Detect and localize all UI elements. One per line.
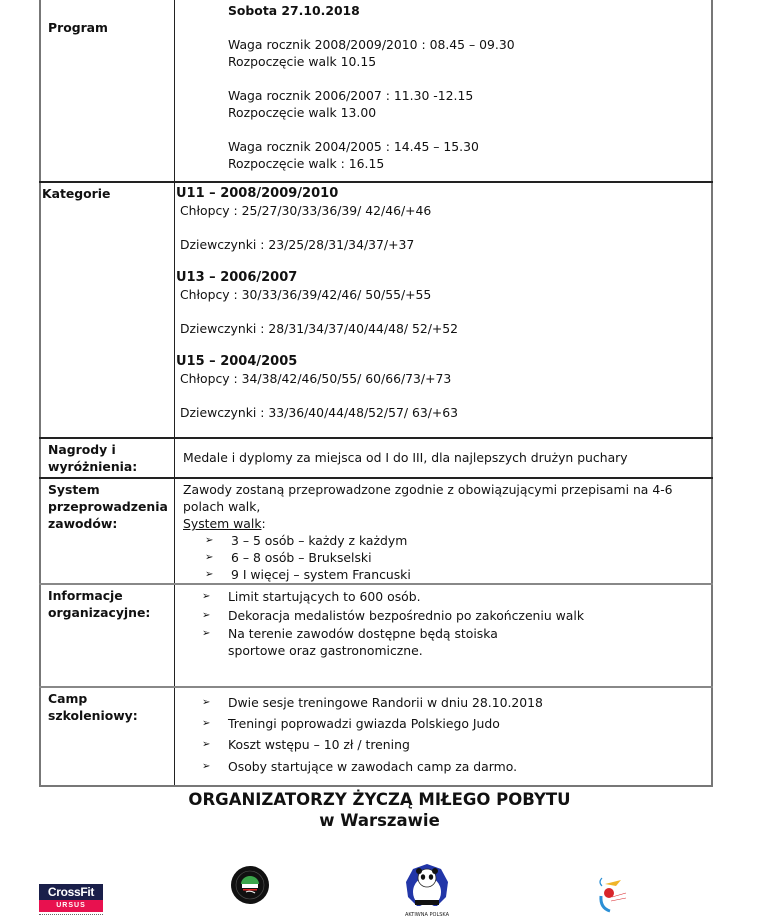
list-item: ➢ Limit startujących to 600 osób. <box>202 589 421 604</box>
crossfit-logo-bottom: URSUS <box>39 900 103 912</box>
category-group-title: U15 – 2004/2005 <box>176 354 298 369</box>
list-item: ➢ Koszt wstępu – 10 zł / trening <box>202 737 410 752</box>
arrow-bullet-icon: ➢ <box>205 569 214 580</box>
arrow-bullet-icon: ➢ <box>202 761 211 772</box>
fight-start-time: Rozpoczęcie walk 13.00 <box>228 105 377 120</box>
row-info <box>40 584 712 687</box>
closing-message <box>0 789 759 831</box>
label-program: Program <box>48 20 108 35</box>
fight-start-time: Rozpoczęcie walk 10.15 <box>228 54 377 69</box>
row-system <box>40 478 712 584</box>
arrow-bullet-icon: ➢ <box>202 610 211 621</box>
program-block <box>228 87 711 121</box>
girls-weights: Dziewczynki : 28/31/34/37/40/44/48/ 52/+52 <box>180 321 459 336</box>
weigh-in-time: Waga rocznik 2008/2009/2010 : 08.45 – 09.30 <box>228 37 515 52</box>
list-item: ➢ Osoby startujące w zawodach camp za darmo. <box>202 759 518 774</box>
panda-judo-icon <box>402 862 452 918</box>
system-list <box>175 532 711 583</box>
program-block <box>228 138 711 172</box>
arrow-bullet-icon: ➢ <box>202 718 211 729</box>
list-item: ➢ Dekoracja medalistów bezpośrednio po zakończeniu walk <box>202 608 584 623</box>
arrow-bullet-icon: ➢ <box>205 552 214 563</box>
weigh-in-time: Waga rocznik 2006/2007 : 11.30 -12.15 <box>228 88 474 103</box>
fight-start-time: Rozpoczęcie walk : 16.15 <box>228 156 385 171</box>
arrow-bullet-icon: ➢ <box>202 697 211 708</box>
label-info-2: organizacyjne: <box>48 605 151 620</box>
label-system-2: przeprowadzenia <box>48 499 168 514</box>
label-awards-1: Nagrody i <box>48 442 116 457</box>
category-group-title: U13 – 2006/2007 <box>176 270 298 285</box>
row-camp <box>40 687 712 786</box>
closing-line-1: ORGANIZATORZY ŻYCZĄ MIŁEGO POBYTU <box>188 790 571 809</box>
info-list <box>175 585 711 686</box>
list-item: ➢ Treningi poprowadzi gwiazda Polskiego Judo <box>202 716 500 731</box>
arrow-bullet-icon: ➢ <box>202 628 211 639</box>
label-categories: Kategorie <box>42 186 111 201</box>
info-table <box>39 0 713 787</box>
system-intro: Zawody zostaną przeprowadzone zgodnie z obowiązującymi przepisami na 4-6 polach walk, <box>183 482 673 514</box>
label-awards-2: wyróżnienia: <box>48 459 138 474</box>
list-item: ➢ Dwie sesje treningowe Randorii w dniu 28.10.2018 <box>202 695 543 710</box>
girls-weights: Dziewczynki : 33/36/40/44/48/52/57/ 63/+63 <box>180 405 459 420</box>
awards-text: Medale i dyplomy za miejsca od I do III, dla najlepszych drużyn puchary <box>183 450 628 465</box>
club-badge-icon <box>230 865 270 905</box>
program-day: Sobota 27.10.2018 <box>228 3 360 18</box>
list-item: ➢ 3 – 5 osób – każdy z każdym <box>205 533 408 548</box>
row-program <box>40 0 712 182</box>
list-item: ➢ 9 I więcej – system Francuski <box>205 567 411 582</box>
crossfit-logo-top: CrossFit <box>39 884 103 900</box>
label-system-1: System <box>48 482 100 497</box>
category-group-title: U11 – 2008/2009/2010 <box>176 186 339 201</box>
arrow-bullet-icon: ➢ <box>202 591 211 602</box>
boys-weights: Chłopcy : 34/38/42/46/50/55/ 60/66/73/+73 <box>180 371 452 386</box>
camp-list <box>175 688 711 785</box>
closing-line-2: w Warszawie <box>319 811 440 830</box>
label-camp-1: Camp <box>48 691 88 706</box>
boys-weights: Chłopcy : 30/33/36/39/42/46/ 50/55/+55 <box>180 287 432 302</box>
crossfit-ursus-logo <box>39 884 103 918</box>
label-camp-2: szkoleniowy: <box>48 708 138 723</box>
city-sport-logo-icon <box>596 872 628 914</box>
program-block <box>228 36 711 70</box>
list-item: ➢ Na terenie zawodów dostępne będą stoiska sportowe oraz gastronomiczne. <box>202 626 498 658</box>
panda-logo-caption: AKTIWNA POLSKA <box>404 912 450 918</box>
label-info-1: Informacje <box>48 588 123 603</box>
label-system-3: zawodów: <box>48 516 118 531</box>
system-subheading: System walk: <box>183 516 266 531</box>
list-item: ➢ 6 – 8 osób – Brukselski <box>205 550 372 565</box>
row-awards <box>40 438 712 478</box>
arrow-bullet-icon: ➢ <box>205 535 214 546</box>
weigh-in-time: Waga rocznik 2004/2005 : 14.45 – 15.30 <box>228 139 479 154</box>
boys-weights: Chłopcy : 25/27/30/33/36/39/ 42/46/+46 <box>180 203 432 218</box>
row-categories <box>40 182 712 438</box>
girls-weights: Dziewczynki : 23/25/28/31/34/37/+37 <box>180 237 415 252</box>
arrow-bullet-icon: ➢ <box>202 739 211 750</box>
